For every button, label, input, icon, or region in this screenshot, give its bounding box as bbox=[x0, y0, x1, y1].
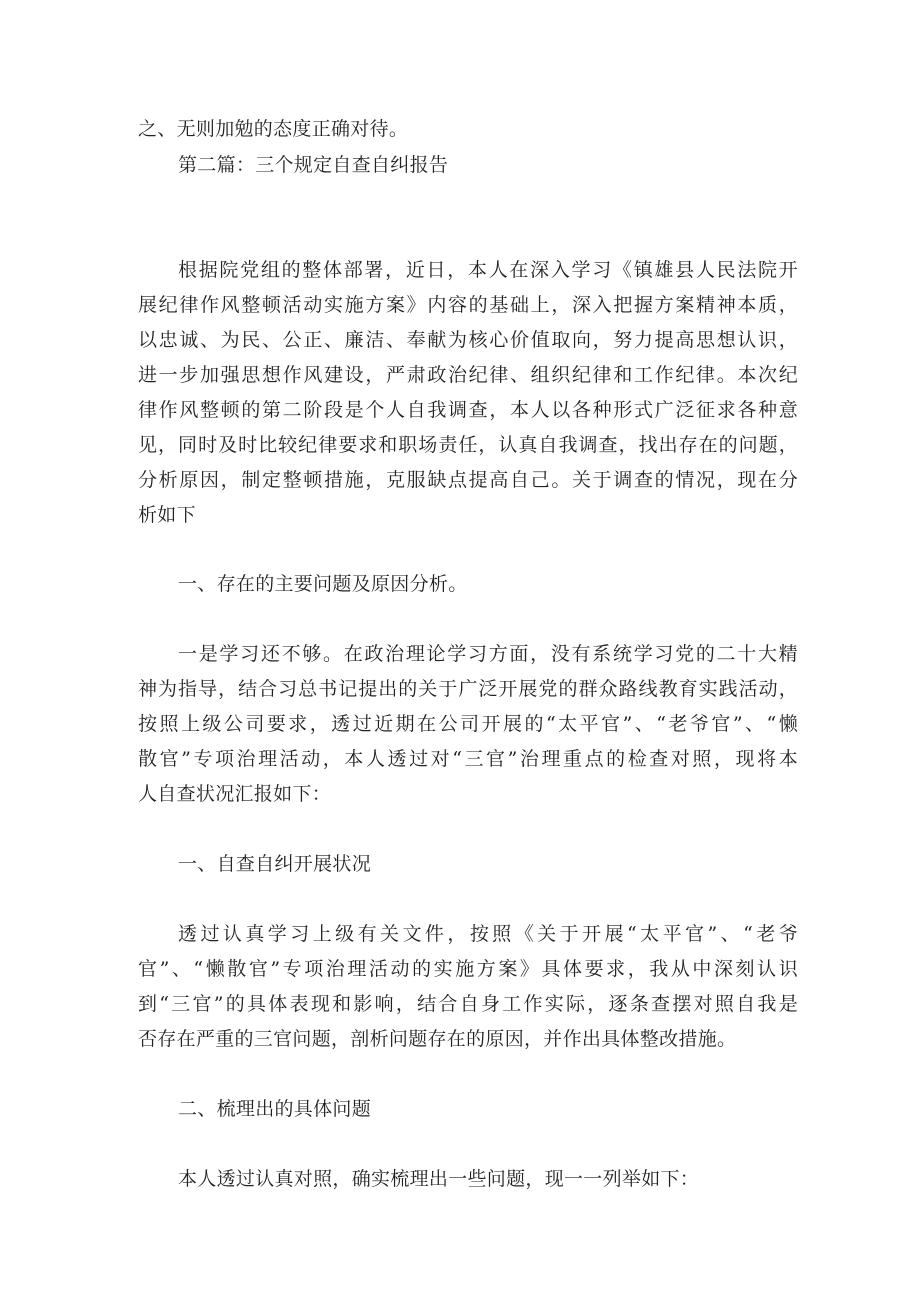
paragraph-line: 官”、“懒散官”专项治理活动的实施方案》具体要求，我从中深刻认识 bbox=[138, 958, 798, 980]
paragraph-line: 析如下 bbox=[138, 504, 196, 526]
paragraph-line: 分析原因，制定整顿措施，克服缺点提高自己。关于调查的情况，现在分 bbox=[138, 469, 798, 491]
paragraph-line: 根据院党组的整体部署，近日，本人在深入学习《镇雄县人民法院开 bbox=[178, 259, 798, 281]
paragraph-line: 见，同时及时比较纪律要求和职场责任，认真自我调查，找出存在的问题， bbox=[138, 434, 798, 456]
heading-problems: 一、存在的主要问题及原因分析。 bbox=[178, 573, 468, 595]
paragraph-line: 否存在严重的三官问题，剖析问题存在的原因，并作出具体整改措施。 bbox=[138, 1028, 737, 1050]
heading-selfcheck: 一、自查自纠开展状况 bbox=[178, 853, 372, 875]
paragraph-line: 律作风整顿的第二阶段是个人自我调查，本人以各种形式广泛征求各种意 bbox=[138, 399, 798, 421]
paragraph-line: 散官”专项治理活动，本人透过对“三官”治理重点的检查对照，现将本 bbox=[138, 748, 798, 770]
paragraph-line: 神为指导，结合习总书记提出的关于广泛开展党的群众路线教育实践活动， bbox=[138, 678, 798, 700]
paragraph-line: 到“三官”的具体表现和影响，结合自身工作实际，逐条查摆对照自我是 bbox=[138, 993, 798, 1015]
paragraph-line: 进一步加强思想作风建设，严肃政治纪律、组织纪律和工作纪律。本次纪 bbox=[138, 364, 798, 386]
closing-line: 本人透过认真对照，确实梳理出一些问题，现一一列举如下： bbox=[178, 1168, 700, 1190]
continuation-line: 之、无则加勉的态度正确对待。 bbox=[138, 118, 409, 140]
paragraph-line: 一是学习还不够。在政治理论学习方面，没有系统学习党的二十大精 bbox=[178, 643, 798, 665]
paragraph-line: 人自查状况汇报如下： bbox=[138, 783, 332, 805]
section-title: 第二篇：三个规定自查自纠报告 bbox=[178, 154, 449, 176]
paragraph-line: 透过认真学习上级有关文件，按照《关于开展“太平官”、“老爷 bbox=[178, 923, 798, 945]
paragraph-line: 展纪律作风整顿活动实施方案》内容的基础上，深入把握方案精神本质， bbox=[138, 294, 798, 316]
heading-specific-problems: 二、梳理出的具体问题 bbox=[178, 1098, 372, 1120]
paragraph-line: 按照上级公司要求，透过近期在公司开展的“太平官”、“老爷官”、“懒 bbox=[138, 713, 798, 735]
paragraph-line: 以忠诚、为民、公正、廉洁、奉献为核心价值取向，努力提高思想认识， bbox=[138, 329, 798, 351]
